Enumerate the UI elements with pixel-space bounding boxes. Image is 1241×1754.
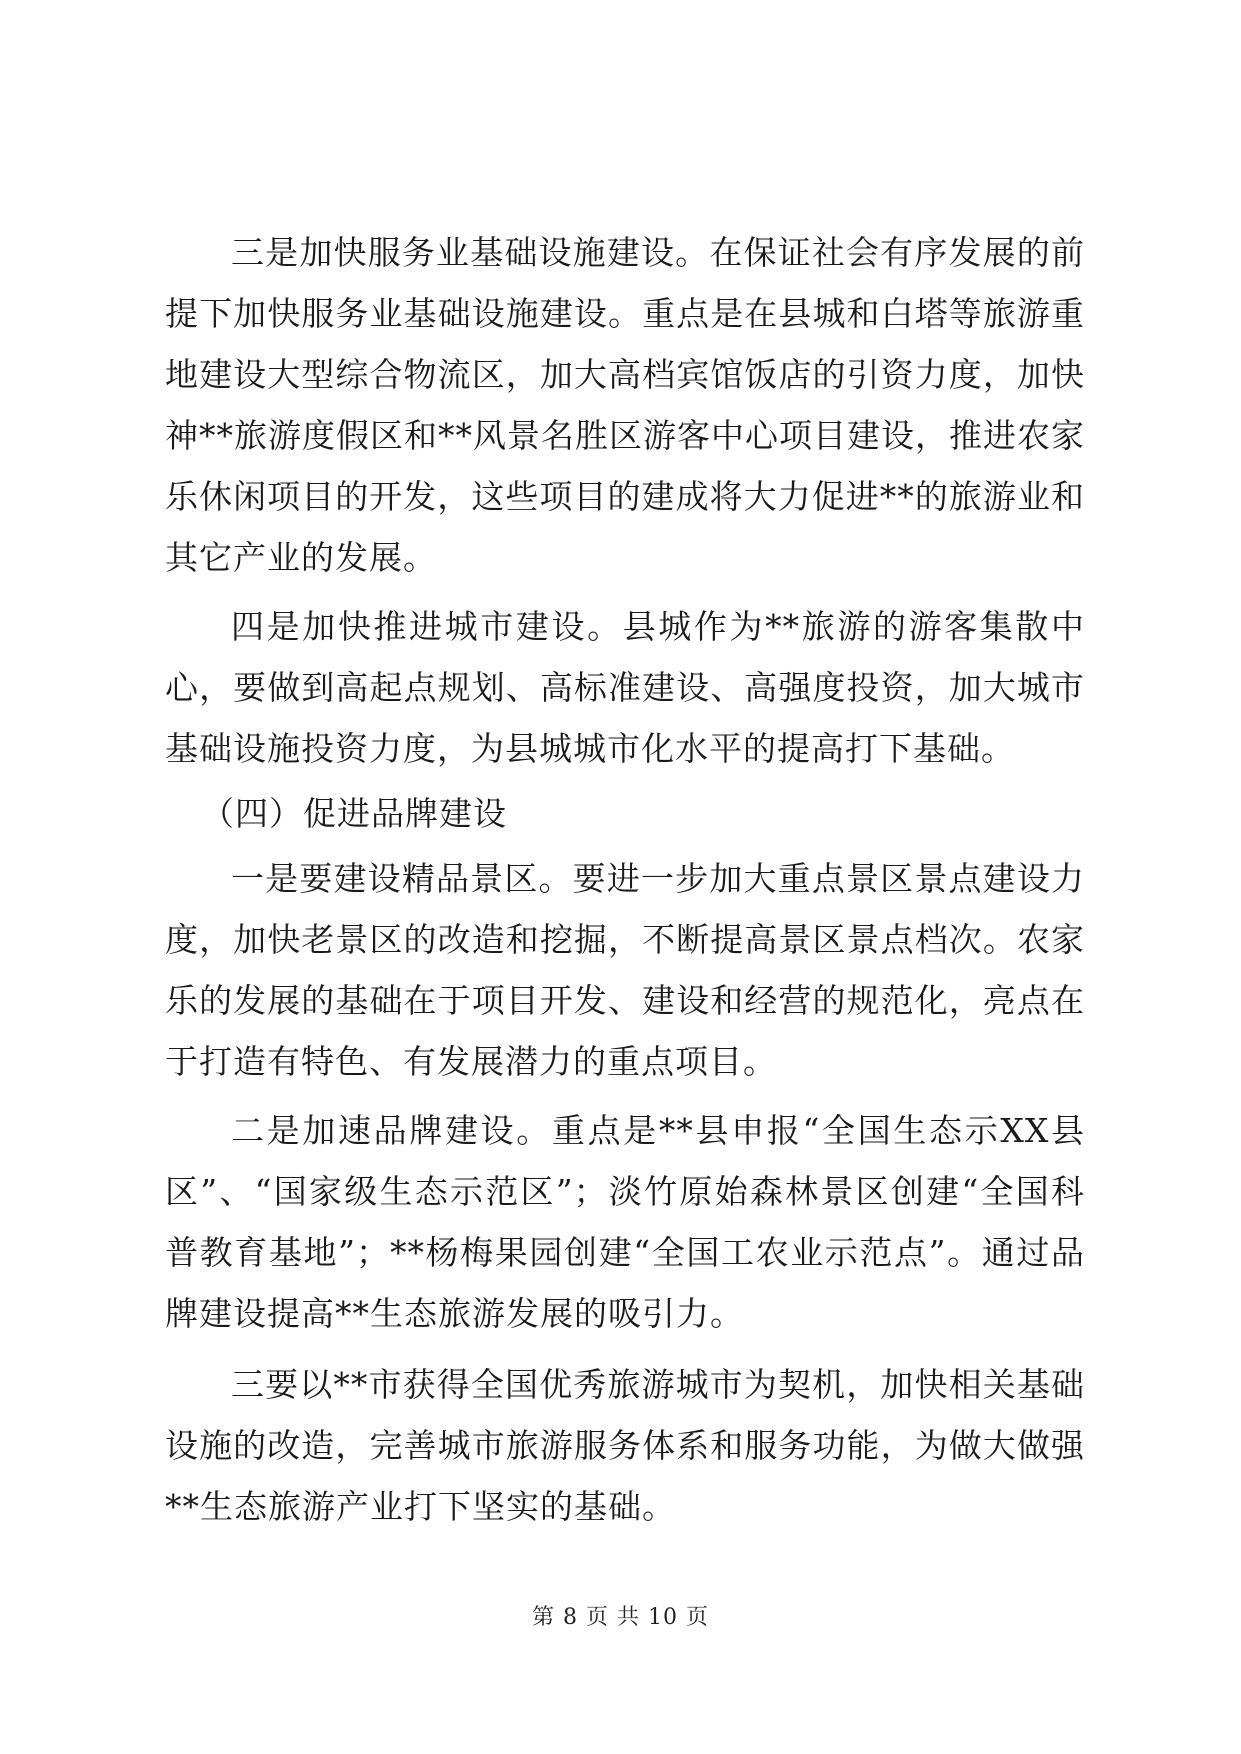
section-heading-brand: （四）促进品牌建设	[201, 794, 507, 833]
paragraph-boutique-scenic-area: 一是要建设精品景区。要进一步加大重点景区景点建设力度，加快老景区的改造和挖掘，不断提高景区景点档次。农家乐的发展的基础在于项目开发、建设和经营的规范化，亮点在于打造有特色、有发展潜力的重点项目。	[165, 859, 1085, 1081]
paragraph-city-construction: 四是加快推进城市建设。县城作为**旅游的游客集散中心，要做到高起点规划、高标准建设、高强度投资，加大城市基础设施投资力度，为县城城市化水平的提高打下基础。	[165, 607, 1085, 768]
paragraph-brand-building: 二是加速品牌建设。重点是**县申报“全国生态示XX县区”、“国家级生态示范区”；淡竹原始森林景区创建“全国科普教育基地”；**杨梅果园创建“全国工农业示范点”。通过品牌建设提高**生态旅游发展的吸引力。	[165, 1111, 1085, 1333]
page-number-footer: 第 8 页 共 10 页	[532, 1605, 709, 1630]
paragraph-tourism-city: 三要以**市获得全国优秀旅游城市为契机，加快相关基础设施的改造，完善城市旅游服务体系和服务功能，为做大做强**生态旅游产业打下坚实的基础。	[165, 1365, 1085, 1526]
document-body	[165, 222, 1085, 1537]
paragraph-service-infrastructure: 三是加快服务业基础设施建设。在保证社会有序发展的前提下加快服务业基础设施建设。重点是在县城和白塔等旅游重地建设大型综合物流区，加大高档宾馆饭店的引资力度，加快神**旅游度假区和**风景名胜区游客中心项目建设，推进农家乐休闲项目的开发，这些项目的建成将大力促进**的旅游业和其它产业的发展。	[165, 233, 1085, 577]
